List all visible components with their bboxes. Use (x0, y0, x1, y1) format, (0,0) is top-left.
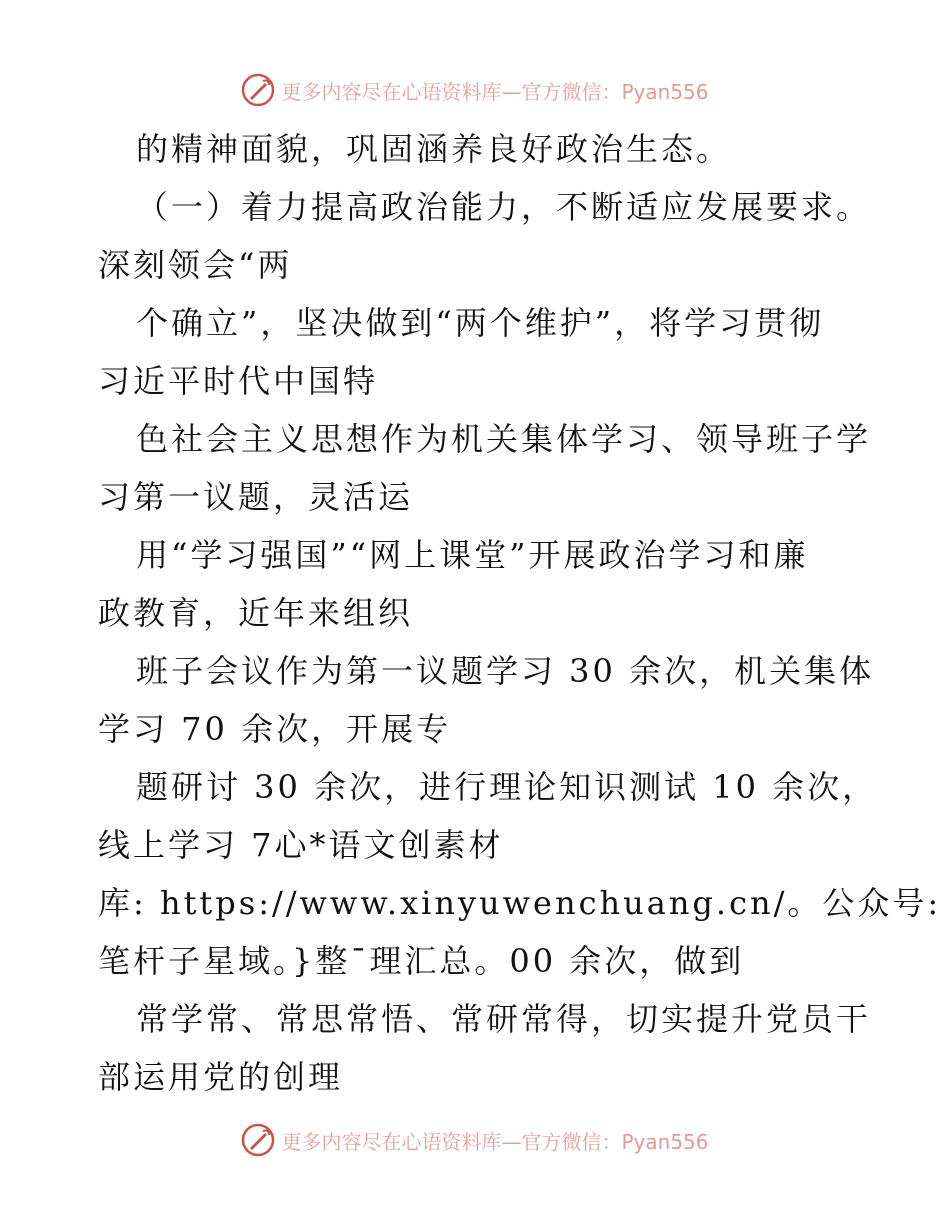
watermark-text: 更多内容尽在心语资料库—官方微信：Pyan556 (281, 79, 709, 104)
text-line: 常学常、常思常悟、常研常得，切实提升党员干 (136, 1000, 872, 1038)
text-line: 库: https://www.xinyuwenchuang.cn/。公众号: (98, 884, 942, 922)
text-line: 习第一议题，灵活运 (98, 478, 414, 516)
text-line: 深刻领会“两 (98, 246, 293, 284)
text-line: 笔杆子星域。}整¯理汇总。00 余次，做到 (98, 942, 745, 980)
text-line: 班子会议作为第一议题学习 30 余次，机关集体 (136, 652, 875, 690)
text-line: 习近平时代中国特 (98, 362, 379, 400)
quill-logo-icon (241, 1123, 275, 1157)
text-line: 的精神面貌，巩固涵养良好政治生态。 (136, 130, 732, 168)
text-line: （一）着力提高政治能力，不断适应发展要求。 (136, 188, 872, 226)
text-line: 个确立”，坚决做到“两个维护”，将学习贯彻 (136, 304, 825, 342)
text-line: 题研讨 30 余次，进行理论知识测试 10 余次， (136, 768, 878, 806)
text-line: 学习 70 余次，开展专 (98, 710, 452, 748)
watermark-handle: Pyan556 (621, 1129, 709, 1154)
text-line: 色社会主义思想作为机关集体学习、领导班子学 (136, 420, 872, 458)
footer-watermark (0, 1120, 950, 1160)
quill-logo-icon (241, 73, 275, 107)
text-line: 用“学习强国”“网上课堂”开展政治学习和廉 (136, 536, 809, 574)
document-body (98, 120, 942, 1106)
watermark-handle: Pyan556 (621, 79, 709, 104)
header-watermark (0, 70, 950, 110)
text-line: 部运用党的创理 (98, 1058, 344, 1096)
text-line: 政教育，近年来组织 (98, 594, 414, 632)
text-line: 线上学习 7心*语文创素材 (98, 826, 504, 864)
watermark-text: 更多内容尽在心语资料库—官方微信：Pyan556 (281, 1129, 709, 1154)
